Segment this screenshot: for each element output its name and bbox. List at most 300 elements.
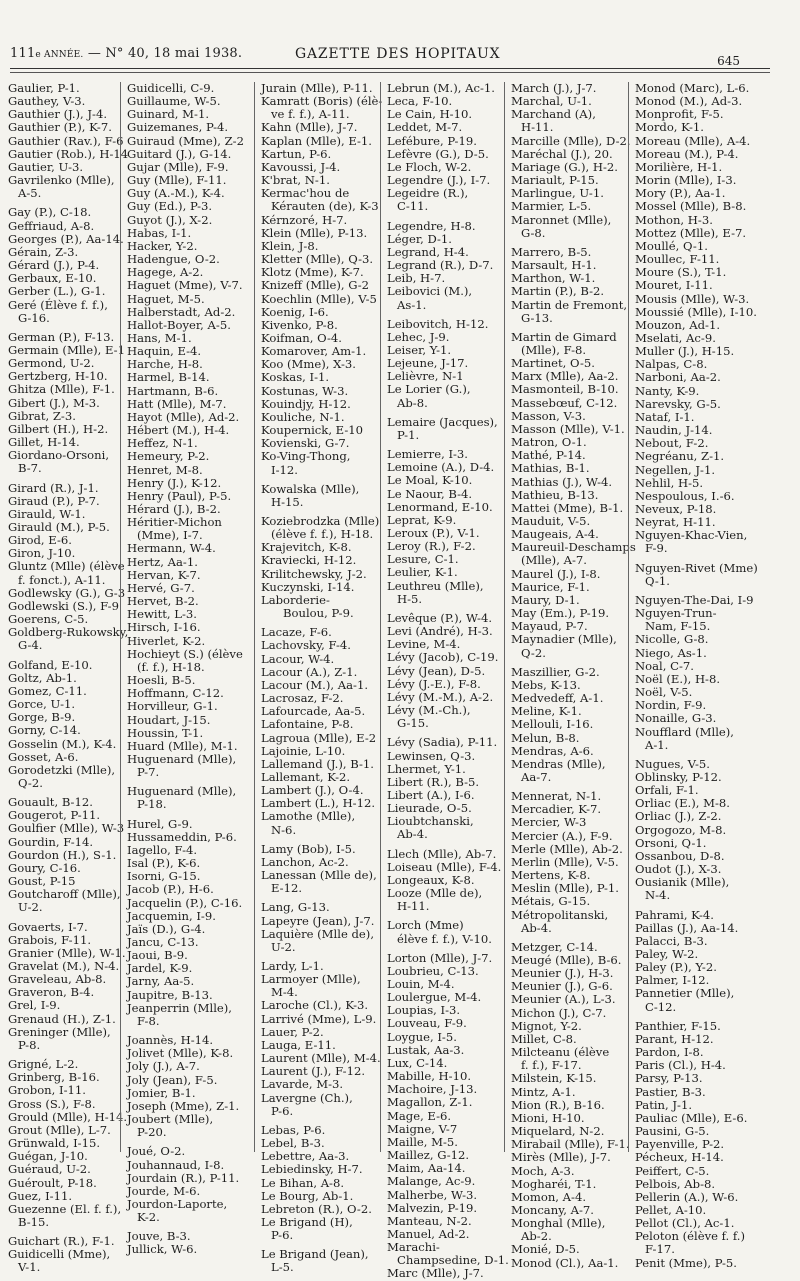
index-entry: Orliac (E.), M-8. xyxy=(635,796,730,811)
index-entry: Jomier, B-1. xyxy=(127,1085,196,1100)
index-entry: Louveau, F-9. xyxy=(387,1016,467,1031)
index-entry: Longeaux, K-8. xyxy=(387,872,475,887)
index-entry: Jullick, W-6. xyxy=(127,1242,198,1257)
index-entry: C-12. xyxy=(645,999,677,1014)
index-entry: Leprat, K-9. xyxy=(387,512,457,527)
index-entry: Maronnet (Mlle), xyxy=(511,212,612,227)
index-entry: Penit (Mme), P-5. xyxy=(635,1255,737,1270)
index-entry: P-18. xyxy=(137,797,167,812)
index-entry: Lallemant, K-2. xyxy=(261,769,351,784)
index-entry: Mathias, B-1. xyxy=(511,461,590,476)
index-entry: Hemeury, P-2. xyxy=(127,449,210,464)
index-entry: Mattei (Mme), B-1. xyxy=(511,500,624,515)
index-entry: Martinet, O-5. xyxy=(511,356,595,371)
index-entry: Mathieu, B-13. xyxy=(511,487,599,502)
index-entry: Guichart (R.), F-1. xyxy=(8,1234,115,1249)
index-entry: Moreau (Mlle), A-4. xyxy=(635,133,751,148)
index-entry: Hervé, G-7. xyxy=(127,580,195,595)
index-entry: Mouret, I-11. xyxy=(635,278,713,293)
index-entry: Mignot, Y-2. xyxy=(511,1018,582,1033)
index-entry: Pahrami, K-4. xyxy=(635,907,714,922)
index-entry: Ghitza (Mlle), F-1. xyxy=(8,382,115,397)
index-entry: Lapeyre (Jean), J-7. xyxy=(261,913,375,928)
index-entry: B-15. xyxy=(18,1214,50,1229)
index-entry: March (J.), J-7. xyxy=(511,81,597,95)
index-entry: Gouault, B-12. xyxy=(8,795,93,810)
index-entry: Lejeune, J-17. xyxy=(387,356,469,371)
index-entry: Jarny, Aa-5. xyxy=(127,974,195,989)
index-entry: Merle (Mlle), Ab-2. xyxy=(511,841,623,856)
index-entry: Mayaud, P-7. xyxy=(511,619,588,634)
index-entry: Mossel (Mlle), B-8. xyxy=(635,199,747,214)
index-entry: Harche, H-8. xyxy=(127,357,203,372)
index-entry: Le Naour, B-4. xyxy=(387,486,473,501)
index-entry: Lévy (J.-E.), F-8. xyxy=(387,676,481,691)
index-entry: Jouve, B-3. xyxy=(127,1229,191,1244)
index-entry: Koechlin (Mlle), V-5 xyxy=(261,291,377,306)
index-entry: Moncany, A-7. xyxy=(511,1202,594,1217)
index-entry: Maury, D-1. xyxy=(511,592,580,607)
index-entry: H-11. xyxy=(397,899,430,914)
index-entry: Monié, D-5. xyxy=(511,1242,580,1257)
index-entry: Mintz, A-1. xyxy=(511,1084,576,1099)
index-entry: Joué, O-2. xyxy=(127,1144,186,1159)
index-entry: Hatt (Mlle), M-7. xyxy=(127,396,227,411)
index-entry: Goerens, C-5. xyxy=(8,612,89,627)
index-entry: Mendras (Mlle), xyxy=(511,756,606,771)
index-entry: Gérain, Z-3. xyxy=(8,244,79,259)
index-entry: Nespoulous, I.-6. xyxy=(635,488,735,503)
index-entry: Monprofit, F-5. xyxy=(635,107,724,122)
index-entry: Guéraud, U-2. xyxy=(8,1162,91,1177)
index-entry: Mendras, A-6. xyxy=(511,743,594,758)
index-entry: P-6. xyxy=(271,1103,294,1118)
index-entry: Haquin, E-4. xyxy=(127,344,202,359)
index-entry: Lebrun (M.), Ac-1. xyxy=(387,81,495,95)
index-entry: Legrand (R.), D-7. xyxy=(387,258,494,273)
index-entry: Hébert (M.), H-4. xyxy=(127,423,230,438)
index-entry: Lorch (Mme) xyxy=(387,918,464,933)
index-entry: Laquière (Mlle de), xyxy=(261,926,375,941)
index-entry: Moullec, F-11. xyxy=(635,252,720,267)
index-entry: Mertens, K-8. xyxy=(511,868,591,883)
name-index xyxy=(0,81,800,1281)
index-entry: Morilière, H-1. xyxy=(635,159,723,174)
index-entry: Houssin, T-1. xyxy=(127,725,204,740)
index-entry: P-1. xyxy=(397,427,420,442)
index-entry: Leca, F-10. xyxy=(387,94,453,109)
index-entry: Lhermet, Y-1. xyxy=(387,761,466,776)
index-entry: Meunier (A.), L-3. xyxy=(511,992,616,1007)
index-entry: Paillas (J.), Aa-14. xyxy=(635,920,739,935)
index-entry: Mariault, P-15. xyxy=(511,173,599,188)
index-entry: Graveleau, Ab-8. xyxy=(8,972,107,987)
index-entry: Mogharéi, T-1. xyxy=(511,1176,597,1191)
index-column-4 xyxy=(380,81,509,1281)
index-entry: G-13. xyxy=(521,310,553,325)
index-entry: Iagello, F-4. xyxy=(127,842,198,857)
index-entry: Huguenard (Mlle), xyxy=(127,751,237,766)
index-entry: Mercadier, K-7. xyxy=(511,802,602,817)
index-entry: Jaoui, B-9. xyxy=(127,948,188,963)
index-entry: Laborderie- xyxy=(261,592,330,607)
index-entry: Peiffert, C-5. xyxy=(635,1163,710,1178)
index-entry: Q-2. xyxy=(18,775,43,790)
index-entry: Haguet, M-5. xyxy=(127,291,205,306)
index-entry: G-8. xyxy=(521,225,546,240)
index-entry: Miquelard, N-2. xyxy=(511,1124,605,1139)
index-entry: Guidicelli, C-9. xyxy=(127,81,215,95)
index-entry: Melun, B-8. xyxy=(511,730,580,745)
index-entry: Grünwald, I-15. xyxy=(8,1136,101,1151)
index-entry: Neveux, P-18. xyxy=(635,502,717,516)
index-entry: Leroux (P.), V-1. xyxy=(387,526,480,540)
index-entry: Lefébure, P-19. xyxy=(387,133,477,148)
index-entry: Hérard (J.), B-2. xyxy=(127,502,221,516)
index-entry: Nalpas, C-8. xyxy=(635,357,708,372)
index-entry: Parant, H-12. xyxy=(635,1031,714,1046)
index-entry: Lacrosaz, F-2. xyxy=(261,691,344,706)
index-entry: Pelbois, Ab-8. xyxy=(635,1176,716,1191)
index-entry: Mauduit, V-5. xyxy=(511,514,591,528)
index-entry: Kraviecki, H-12. xyxy=(261,553,357,568)
index-entry: Leulier, K-1. xyxy=(387,565,458,580)
index-entry: Nguyen-Rivet (Mme) xyxy=(635,560,758,575)
index-entry: Ab-4. xyxy=(521,920,552,935)
index-entry: Gujar (Mlle), F-9. xyxy=(127,159,229,174)
index-entry: Larmoyer (Mlle), xyxy=(261,972,361,987)
index-entry: Levine, M-4. xyxy=(387,637,461,652)
index-entry: Jeanperrin (Mlle), xyxy=(127,1000,232,1015)
index-entry: Mabille, H-10. xyxy=(387,1069,472,1084)
index-entry: Kostunas, W-3. xyxy=(261,383,349,398)
index-entry: Machoire, J-13. xyxy=(387,1082,478,1097)
index-entry: Pellot (Cl.), Ac-1. xyxy=(635,1216,735,1231)
index-entry: Grould (Mlle), H-14. xyxy=(8,1109,128,1124)
index-entry: Klotz (Mme), K-7. xyxy=(261,265,364,280)
index-entry: Gauthier (Rav.), F-6 xyxy=(8,133,124,148)
index-entry: Palacci, B-3. xyxy=(635,933,708,948)
index-entry: Jourdon-Laporte, xyxy=(127,1196,228,1211)
index-entry: Krajevitch, K-8. xyxy=(261,540,352,555)
index-entry: Isorni, G-15. xyxy=(127,869,201,884)
index-entry: Godlewski (S.), F-9 xyxy=(8,598,119,613)
index-entry: Hervan, K-7. xyxy=(127,567,201,582)
index-entry: Lafontaine, P-8. xyxy=(261,717,354,732)
index-entry: Meunier (J.), H-3. xyxy=(511,966,614,981)
index-entry: Loubrieu, C-13. xyxy=(387,963,479,978)
index-entry: Jaupitre, B-13. xyxy=(127,987,213,1002)
index-entry: Paley, W-2. xyxy=(635,947,699,961)
index-entry: Lardy, L-1. xyxy=(261,959,324,973)
index-entry: H-5. xyxy=(397,591,423,606)
index-entry: Mion (R.), B-16. xyxy=(511,1097,605,1112)
index-entry: Gauthey, V-3. xyxy=(8,94,86,109)
index-entry: Mselati, Ac-9. xyxy=(635,330,716,345)
index-entry: P-8. xyxy=(18,1037,41,1052)
index-entry: Maréchal (J.), 20. xyxy=(511,146,613,161)
index-entry: Peloton (élève f. f.) xyxy=(635,1229,746,1244)
index-entry: Pardon, I-8. xyxy=(635,1045,704,1060)
index-entry: Kaplan (Mlle), E-1. xyxy=(261,133,372,148)
index-column-2 xyxy=(120,81,253,1257)
index-entry: Henry (J.), K-12. xyxy=(127,475,222,490)
index-entry: Guy (Mlle), F-11. xyxy=(127,173,227,188)
index-entry: Lustak, Aa-3. xyxy=(387,1042,465,1057)
index-entry: Grinberg, B-16. xyxy=(8,1070,100,1085)
index-entry: A-1. xyxy=(645,737,669,752)
index-entry: Gorodetzki (Mlle), xyxy=(8,762,116,777)
index-entry: Oudot (J.), X-3. xyxy=(635,862,722,877)
index-entry: Payenville, P-2. xyxy=(635,1137,725,1152)
index-entry: Grenaud (H.), Z-1. xyxy=(8,1011,116,1026)
index-entry: Moullé, Q-1. xyxy=(635,238,708,253)
index-entry: Girauld (M.), P-5. xyxy=(8,520,110,534)
index-entry: (Mlle), F-8. xyxy=(521,342,587,357)
index-entry: Martin (P.), B-2. xyxy=(511,284,605,299)
index-entry: (Mme), I-7. xyxy=(137,528,203,543)
index-entry: Lebreton (R.), O-2. xyxy=(261,1201,372,1216)
index-entry: Le Cain, H-10. xyxy=(387,107,473,122)
index-entry: Magallon, Z-1. xyxy=(387,1095,473,1110)
index-entry: Leib, H-7. xyxy=(387,271,446,286)
index-entry: Houdart, J-15. xyxy=(127,712,211,727)
index-entry: Komarover, Am-1. xyxy=(261,344,367,359)
index-entry: Henret, M-8. xyxy=(127,462,203,477)
index-entry: Gauthier (P.), K-7. xyxy=(8,120,112,135)
index-entry: Guinard, M-1. xyxy=(127,107,209,122)
index-entry: Marthon, W-1. xyxy=(511,271,596,286)
index-entry: Goury, C-16. xyxy=(8,860,81,875)
index-entry: Gerber (L.), G-1. xyxy=(8,284,106,299)
index-entry: Mercier (A.), F-9. xyxy=(511,828,613,843)
index-entry: Joseph (Mme), Z-1. xyxy=(127,1098,240,1113)
page-number: 645 xyxy=(717,54,740,68)
index-entry: Champsedine, D-1. xyxy=(397,1253,509,1268)
index-entry: Levêque (P.), W-4. xyxy=(387,610,493,625)
index-entry: Mercier, W-3 xyxy=(511,815,587,830)
index-entry: Paris (Cl.), H-4. xyxy=(635,1058,726,1073)
index-entry: Lebettre, Aa-3. xyxy=(261,1149,350,1164)
index-entry: Halberstadt, Ad-2. xyxy=(127,304,236,319)
index-entry: Goust, P-15 xyxy=(8,874,76,889)
index-entry: Naudin, J-14. xyxy=(635,423,713,438)
index-entry: Lebas, P-6. xyxy=(261,1122,326,1137)
index-entry: U-2. xyxy=(18,900,43,915)
index-entry: Hermann, W-4. xyxy=(127,541,216,556)
index-entry: Mory (P.), Aa-1. xyxy=(635,186,726,201)
index-entry: Lévy (Jean), D-5. xyxy=(387,663,486,678)
index-entry: Giron, J-10. xyxy=(8,546,76,561)
index-entry: Pécheux, H-14. xyxy=(635,1150,724,1165)
index-entry: Marx (Mlle), Aa-2. xyxy=(511,369,619,384)
index-entry: Guéroult, P-18. xyxy=(8,1175,97,1190)
index-entry: Orfali, F-1. xyxy=(635,783,699,798)
index-entry: N-6. xyxy=(271,822,297,837)
index-entry: Nanty, K-9. xyxy=(635,383,700,398)
index-entry: Goltz, Ab-1. xyxy=(8,670,77,685)
index-entry: Kouliche, N-1. xyxy=(261,409,345,424)
index-entry: Hadengue, O-2. xyxy=(127,252,220,267)
index-entry: Mouzon, Ad-1. xyxy=(635,317,721,332)
index-entry: Ab-8. xyxy=(397,395,428,410)
index-entry: Meslin (Mlle), P-1. xyxy=(511,881,619,896)
index-entry: Pauliac (Mlle), E-6. xyxy=(635,1110,748,1125)
index-entry: Lauga, E-11. xyxy=(261,1037,336,1052)
index-entry: Koo (Mme), X-3. xyxy=(261,357,356,372)
index-entry: Hans, M-1. xyxy=(127,330,192,345)
index-entry: F-8. xyxy=(137,1013,160,1028)
index-entry: Moch, A-3. xyxy=(511,1163,575,1178)
index-entry: Gross (S.), F-8. xyxy=(8,1096,96,1111)
index-entry: Gibrat, Z-3. xyxy=(8,408,76,423)
index-entry: Mottez (Mlle), E-7. xyxy=(635,225,747,240)
index-entry: Lelièvre, N-1 xyxy=(387,369,464,384)
index-entry: Guez, I-11. xyxy=(8,1188,73,1203)
index-entry: K'brat, N-1. xyxy=(261,173,330,188)
index-entry: Marchal, U-1. xyxy=(511,94,592,109)
index-entry: Lieurade, O-5. xyxy=(387,801,472,816)
index-entry: Hochieyt (S.) (élève xyxy=(127,646,243,661)
index-entry: Narboni, Aa-2. xyxy=(635,370,721,385)
index-entry: Libert (R.), B-5. xyxy=(387,774,480,789)
index-entry: Noël (E.), H-8. xyxy=(635,671,721,686)
index-entry: Grout (Mlle), L-7. xyxy=(8,1122,111,1137)
index-column-5 xyxy=(504,81,636,1270)
index-entry: Kartun, P-6. xyxy=(261,146,332,161)
index-entry: Métropolitanski, xyxy=(511,907,609,922)
index-entry: Legeidre (R.), xyxy=(387,186,469,201)
index-entry: Giordano-Orsoni, xyxy=(8,448,110,463)
index-entry: Meunier (J.), G-6. xyxy=(511,979,613,994)
index-entry: Merlin (Mlle), V-5. xyxy=(511,854,619,869)
index-entry: Marc (Mlle), J-7. xyxy=(387,1266,484,1281)
index-entry: German (P.), F-13. xyxy=(8,329,115,344)
index-entry: Kahn (Mlle), J-7. xyxy=(261,120,358,135)
index-entry: Gilbert (H.), H-2. xyxy=(8,421,109,436)
index-entry: Gosselin (M.), K-4. xyxy=(8,736,117,751)
index-entry: Métais, G-15. xyxy=(511,894,591,909)
index-entry: Lenormand, E-10. xyxy=(387,499,493,514)
index-entry: Oblinsky, P-12. xyxy=(635,769,722,784)
index-entry: Koenig, I-6. xyxy=(261,304,329,319)
index-entry: Masson, V-3. xyxy=(511,408,586,423)
index-entry: Ab-2. xyxy=(521,1229,552,1244)
index-entry: Govaerts, I-7. xyxy=(8,919,88,934)
index-entry: U-2. xyxy=(271,939,296,954)
index-entry: Goulfier (Mlle), W-3 xyxy=(8,821,125,836)
index-entry: Hagege, A-2. xyxy=(127,265,204,280)
index-entry: Legendre (J.), I-7. xyxy=(387,173,491,188)
index-entry: Isal (P.), K-6. xyxy=(127,856,201,871)
index-entry: H-15. xyxy=(271,494,304,509)
index-column-1 xyxy=(8,81,129,1275)
index-entry: Heffez, N-1. xyxy=(127,436,198,451)
index-entry: Noal, C-7. xyxy=(635,658,694,673)
index-entry: Gorce, U-1. xyxy=(8,697,76,712)
index-entry: Geré (Élève f. f.), xyxy=(8,297,108,312)
index-entry: Orliac (J.), Z-2. xyxy=(635,809,722,824)
index-entry: Nataf, I-1. xyxy=(635,409,695,424)
index-entry: Lemierre, I-3. xyxy=(387,447,468,462)
index-entry: Mathias (J.), W-4. xyxy=(511,474,613,489)
index-entry: Q-2. xyxy=(521,645,546,660)
index-entry: Lefèvre (G.), D-5. xyxy=(387,146,489,161)
index-entry: ve f. f.), A-11. xyxy=(271,107,350,122)
index-entry: Guezenne (El. f. f.), xyxy=(8,1201,122,1216)
index-entry: Kuczynski, I-14. xyxy=(261,579,355,594)
index-entry: Lamy (Bob), I-5. xyxy=(261,841,356,856)
index-entry: Nguyen-Trun- xyxy=(635,606,717,621)
index-entry: Guégan, J-10. xyxy=(8,1149,88,1164)
index-entry: Malvezin, P-19. xyxy=(387,1200,478,1215)
index-entry: Jaïs (D.), G-4. xyxy=(127,921,206,936)
index-entry: Lamothe (Mlle), xyxy=(261,809,356,824)
index-entry: Ossanbou, D-8. xyxy=(635,848,725,863)
index-entry: Leddet, M-7. xyxy=(387,120,463,135)
index-entry: Krilitchewsky, J-2. xyxy=(261,566,367,581)
index-entry: Maillez, G-12. xyxy=(387,1148,470,1163)
index-entry: Kermac'hou de xyxy=(261,186,350,201)
index-entry: Nam, F-15. xyxy=(645,619,711,634)
index-entry: H-11. xyxy=(521,120,554,135)
index-entry: Boulou, P-9. xyxy=(283,606,354,621)
index-entry: May (Em.), P-19. xyxy=(511,606,610,621)
index-entry: Gay (P.), C-18. xyxy=(8,205,92,220)
index-entry: Ab-4. xyxy=(397,827,428,842)
index-entry: Loygue, I-5. xyxy=(387,1029,457,1044)
index-entry: Kowalska (Mlle), xyxy=(261,481,360,496)
index-entry: Graveron, B-4. xyxy=(8,985,95,1000)
index-entry: Grel, I-9. xyxy=(8,998,61,1013)
index-entry: E-12. xyxy=(271,881,303,896)
index-entry: V-1. xyxy=(18,1260,41,1275)
index-entry: Libert (A.), I-6. xyxy=(387,787,475,802)
index-entry: Lavergne (Ch.), xyxy=(261,1090,353,1105)
index-entry: Jacquemin, I-9. xyxy=(127,908,216,923)
index-entry: L-5. xyxy=(271,1260,294,1275)
index-entry: Joubert (Mlle), xyxy=(127,1112,214,1127)
index-entry: Knizeff (Mlle), G-2 xyxy=(261,278,370,293)
index-entry: Mirabail (Mlle), F-1. xyxy=(511,1137,630,1152)
index-entry: Mothon, H-3. xyxy=(635,212,713,227)
index-entry: Jancu, C-13. xyxy=(127,935,199,949)
index-entry: Lacaze, F-6. xyxy=(261,625,332,640)
index-entry: Malherbe, W-3. xyxy=(387,1187,478,1202)
index-entry: Le Bihan, A-8. xyxy=(261,1175,345,1190)
index-entry: Patin, J-1. xyxy=(635,1097,693,1112)
index-entry: Le Bourg, Ab-1. xyxy=(261,1188,354,1203)
index-entry: Looze (Mlle de), xyxy=(387,886,483,901)
index-entry: Mellouli, I-16. xyxy=(511,717,594,732)
index-entry: Guillaume, W-5. xyxy=(127,94,221,109)
index-entry: Jolivet (Mlle), K-8. xyxy=(127,1046,234,1061)
volume-suffix: e ANNÉE. xyxy=(35,50,84,60)
index-entry: K-2. xyxy=(137,1210,160,1225)
index-entry: Maille, M-5. xyxy=(387,1134,458,1149)
index-entry: Lorton (Mlle), J-7. xyxy=(387,950,493,965)
index-entry: Nehlil, H-5. xyxy=(635,475,704,490)
index-entry: Gautier, U-3. xyxy=(8,159,84,174)
index-entry: Niego, As-1. xyxy=(635,645,707,660)
index-entry: Gauthier (J.), J-4. xyxy=(8,107,108,122)
index-entry: Lambert (L.), H-12. xyxy=(261,796,376,811)
index-entry: Jacquelin (P.), C-16. xyxy=(127,895,243,910)
index-entry: Noufflard (Mlle), xyxy=(635,724,734,739)
index-entry: Klein, J-8. xyxy=(261,238,319,253)
index-entry: Kavoussi, J-4. xyxy=(261,159,341,174)
index-entry: Grigné, L-2. xyxy=(8,1057,79,1072)
